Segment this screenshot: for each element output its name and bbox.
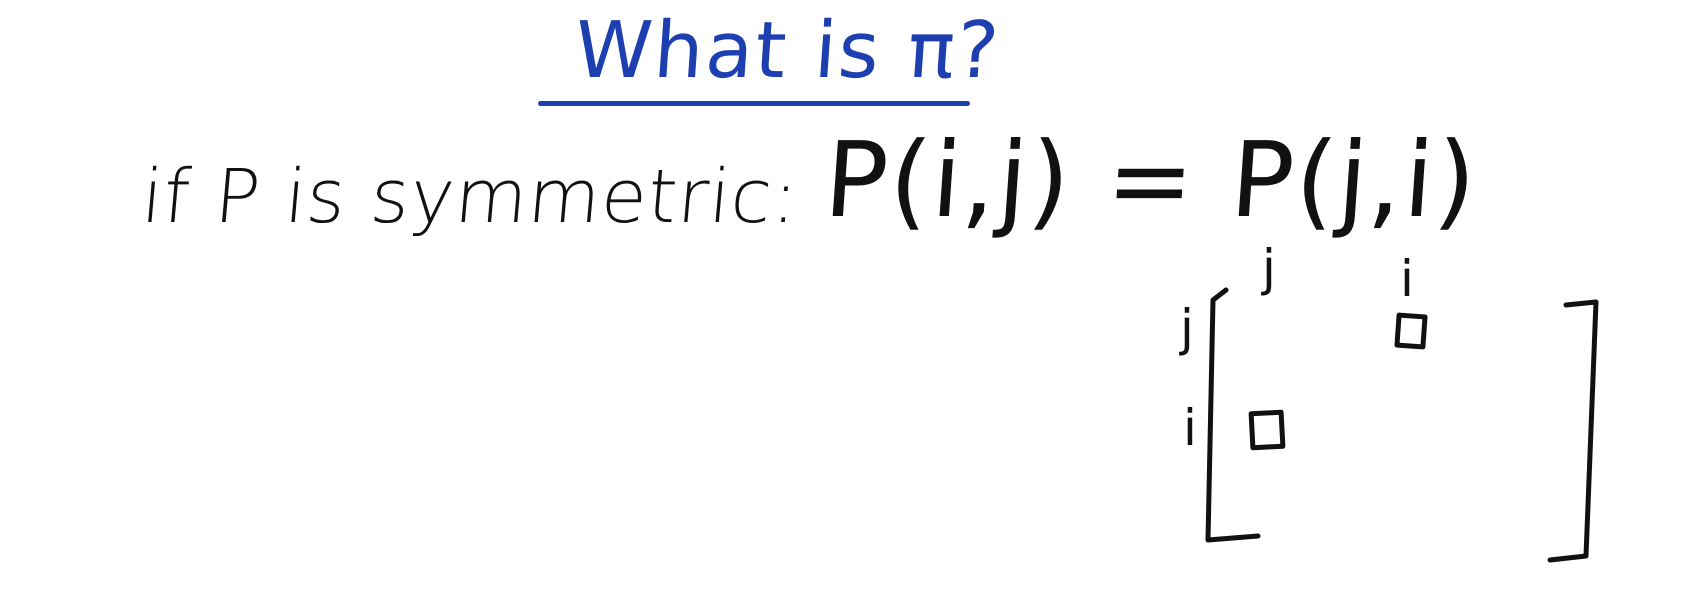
matrix-right-bracket [1550, 302, 1596, 560]
column-label-i: i [1400, 250, 1414, 308]
symmetry-equation: P(i,j) = P(j,i) [820, 119, 1482, 241]
matrix-entry-ji [1397, 315, 1425, 347]
matrix-entry-ij [1251, 412, 1283, 448]
column-label-j: j [1262, 239, 1276, 297]
row-label-i: i [1183, 399, 1197, 457]
symmetric-condition-text: if P is symmetric: [138, 154, 803, 240]
title-text: What is π? [571, 6, 1004, 96]
row-label-j: j [1180, 299, 1194, 357]
